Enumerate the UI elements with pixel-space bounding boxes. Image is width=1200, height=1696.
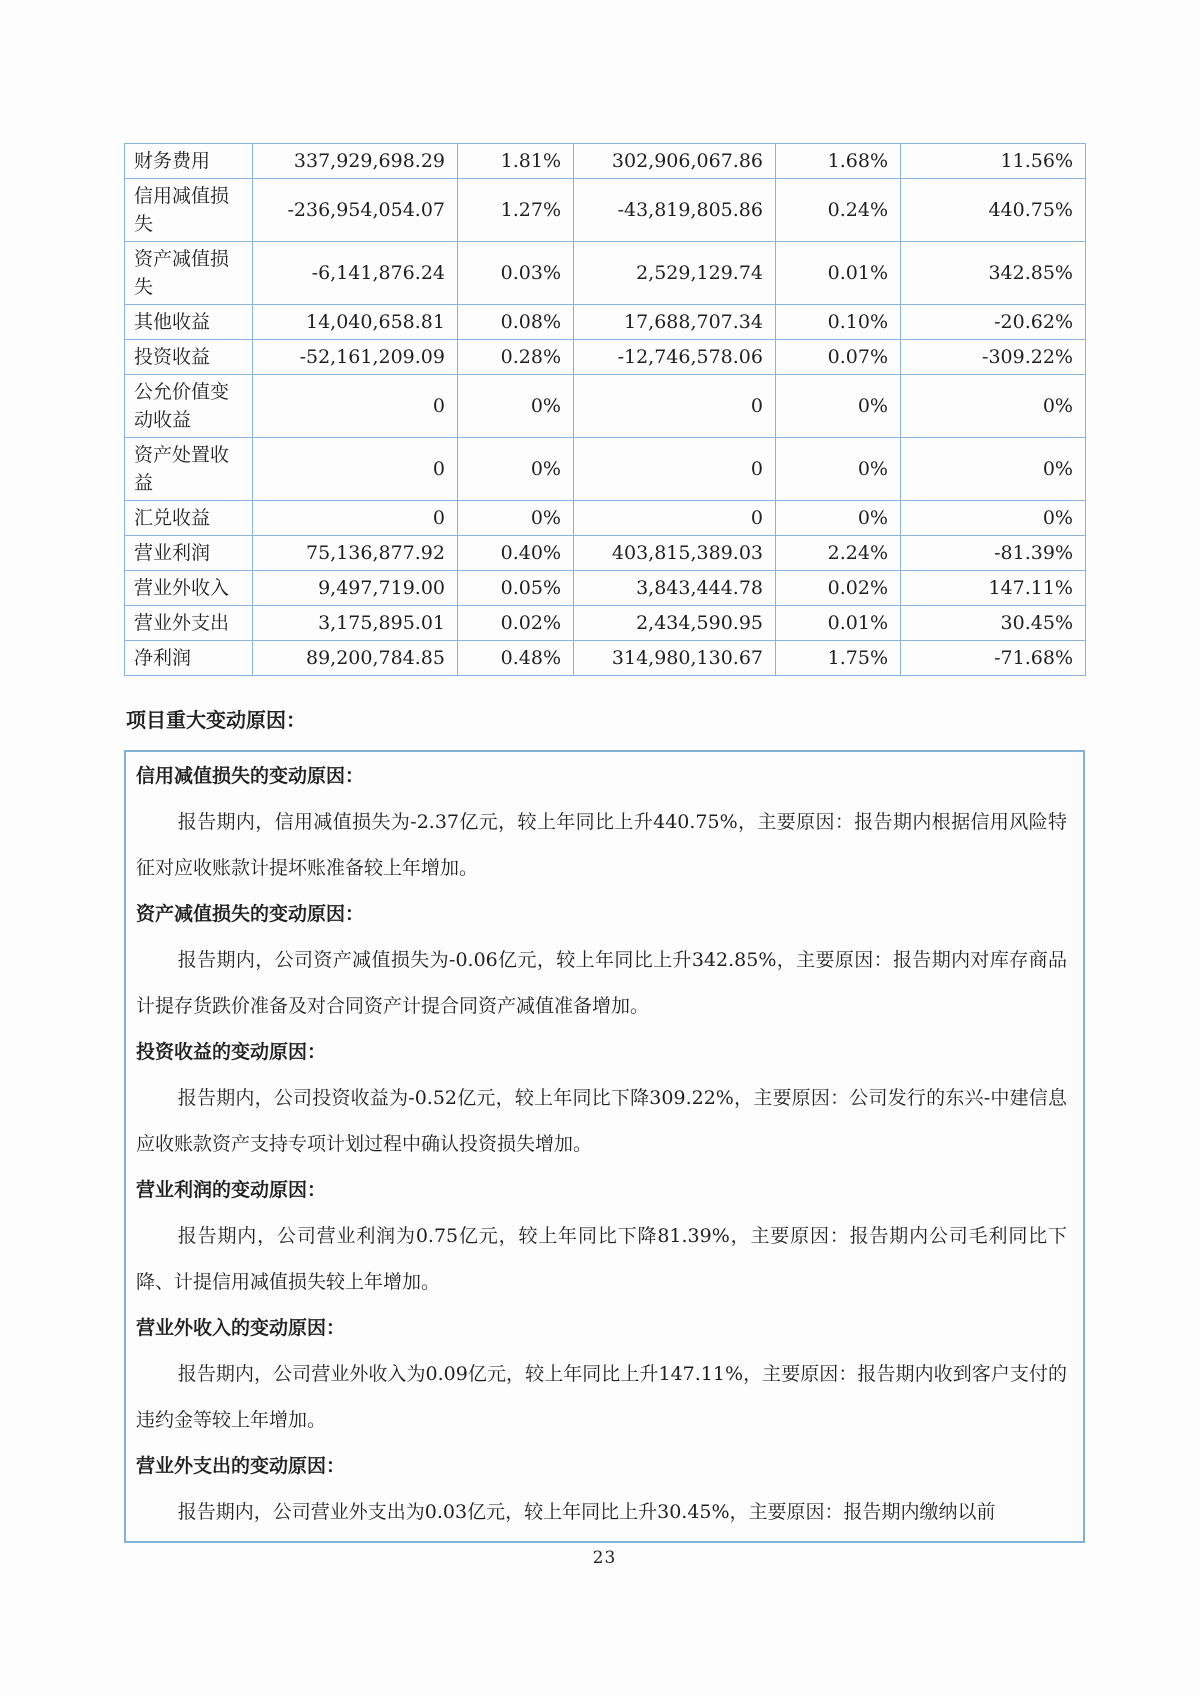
amount-cell: 2,529,129.74 xyxy=(574,242,776,305)
section-title: 项目重大变动原因： xyxy=(126,708,306,732)
change-percent-cell: 342.85% xyxy=(901,242,1086,305)
percent-cell: 0.02% xyxy=(458,606,574,641)
reason-section xyxy=(136,1029,1067,1167)
reason-heading: 投资收益的变动原因： xyxy=(136,1041,327,1063)
amount-cell: 2,434,590.95 xyxy=(574,606,776,641)
percent-cell: 0% xyxy=(458,375,574,438)
reason-section xyxy=(136,1443,1067,1535)
row-label-cell: 汇兑收益 xyxy=(125,501,253,536)
amount-cell: 17,688,707.34 xyxy=(574,305,776,340)
amount-cell: 0 xyxy=(574,501,776,536)
amount-cell: 0 xyxy=(253,438,458,501)
percent-cell: 0.05% xyxy=(458,571,574,606)
amount-cell: 0 xyxy=(574,438,776,501)
amount-cell: -43,819,805.86 xyxy=(574,179,776,242)
row-label-cell: 营业利润 xyxy=(125,536,253,571)
row-label-cell: 信用减值损失 xyxy=(125,179,253,242)
row-label-cell: 资产处置收益 xyxy=(125,438,253,501)
percent-cell: 0% xyxy=(458,438,574,501)
percent-cell: 1.27% xyxy=(458,179,574,242)
change-percent-cell: -81.39% xyxy=(901,536,1086,571)
page-number: 23 xyxy=(592,1548,617,1568)
table-row xyxy=(125,641,1086,676)
reason-section xyxy=(136,1167,1067,1305)
change-percent-cell: 0% xyxy=(901,438,1086,501)
table-row xyxy=(125,536,1086,571)
percent-cell: 0.10% xyxy=(776,305,901,340)
row-label-cell: 公允价值变动收益 xyxy=(125,375,253,438)
reason-paragraph: 报告期内，公司营业外支出为0.03亿元，较上年同比上升30.45%，主要原因：报告期内缴纳以前 xyxy=(177,1501,996,1523)
reasons-box xyxy=(124,750,1085,1543)
table-row xyxy=(125,438,1086,501)
page-content xyxy=(124,143,1085,1543)
amount-cell: -236,954,054.07 xyxy=(253,179,458,242)
table-row xyxy=(125,242,1086,305)
row-label-cell: 营业外支出 xyxy=(125,606,253,641)
amount-cell: 89,200,784.85 xyxy=(253,641,458,676)
change-percent-cell: 11.56% xyxy=(901,144,1086,179)
amount-cell: 0 xyxy=(574,375,776,438)
percent-cell: 0.02% xyxy=(776,571,901,606)
row-label-cell: 财务费用 xyxy=(125,144,253,179)
reason-section xyxy=(136,753,1067,891)
amount-cell: -6,141,876.24 xyxy=(253,242,458,305)
table-row xyxy=(125,340,1086,375)
row-label-cell: 营业外收入 xyxy=(125,571,253,606)
table-row xyxy=(125,571,1086,606)
row-label-cell: 其他收益 xyxy=(125,305,253,340)
table-row xyxy=(125,501,1086,536)
change-percent-cell: -71.68% xyxy=(901,641,1086,676)
row-label-cell: 净利润 xyxy=(125,641,253,676)
percent-cell: 0.08% xyxy=(458,305,574,340)
percent-cell: 0% xyxy=(458,501,574,536)
row-label-cell: 资产减值损失 xyxy=(125,242,253,305)
reason-paragraph: 报告期内，公司资产减值损失为-0.06亿元，较上年同比上升342.85%，主要原因：报告期内对库存商品计提存货跌价准备及对合同资产计提合同资产减值准备增加。 xyxy=(136,949,1067,1017)
percent-cell: 0.01% xyxy=(776,606,901,641)
amount-cell: 3,843,444.78 xyxy=(574,571,776,606)
percent-cell: 0% xyxy=(776,438,901,501)
amount-cell: 302,906,067.86 xyxy=(574,144,776,179)
reason-heading: 营业外收入的变动原因： xyxy=(136,1317,346,1339)
reason-heading: 营业利润的变动原因： xyxy=(136,1179,327,1201)
percent-cell: 0.28% xyxy=(458,340,574,375)
table-row xyxy=(125,375,1086,438)
change-percent-cell: 0% xyxy=(901,375,1086,438)
change-percent-cell: 30.45% xyxy=(901,606,1086,641)
percent-cell: 2.24% xyxy=(776,536,901,571)
reason-heading: 资产减值损失的变动原因： xyxy=(136,903,365,925)
amount-cell: 314,980,130.67 xyxy=(574,641,776,676)
reason-paragraph: 报告期内，公司营业利润为0.75亿元，较上年同比下降81.39%，主要原因：报告期内公司毛利同比下降、计提信用减值损失较上年增加。 xyxy=(136,1225,1067,1293)
amount-cell: 403,815,389.03 xyxy=(574,536,776,571)
amount-cell: 9,497,719.00 xyxy=(253,571,458,606)
table-row xyxy=(125,606,1086,641)
percent-cell: 1.81% xyxy=(458,144,574,179)
table-row xyxy=(125,305,1086,340)
amount-cell: 3,175,895.01 xyxy=(253,606,458,641)
amount-cell: -12,746,578.06 xyxy=(574,340,776,375)
table-row xyxy=(125,144,1086,179)
reason-section xyxy=(136,891,1067,1029)
percent-cell: 0.03% xyxy=(458,242,574,305)
percent-cell: 1.68% xyxy=(776,144,901,179)
row-label-cell: 投资收益 xyxy=(125,340,253,375)
amount-cell: 75,136,877.92 xyxy=(253,536,458,571)
percent-cell: 0.01% xyxy=(776,242,901,305)
amount-cell: 0 xyxy=(253,501,458,536)
reason-paragraph: 报告期内，信用减值损失为-2.37亿元，较上年同比上升440.75%，主要原因：报告期内根据信用风险特征对应收账款计提坏账准备较上年增加。 xyxy=(136,811,1067,879)
change-percent-cell: 0% xyxy=(901,501,1086,536)
financial-items-table xyxy=(124,143,1086,676)
reason-heading: 营业外支出的变动原因： xyxy=(136,1455,346,1477)
percent-cell: 0.40% xyxy=(458,536,574,571)
amount-cell: 0 xyxy=(253,375,458,438)
reason-paragraph: 报告期内，公司营业外收入为0.09亿元，较上年同比上升147.11%，主要原因：报告期内收到客户支付的违约金等较上年增加。 xyxy=(136,1363,1067,1431)
percent-cell: 0% xyxy=(776,375,901,438)
reason-heading: 信用减值损失的变动原因： xyxy=(136,765,365,787)
percent-cell: 1.75% xyxy=(776,641,901,676)
amount-cell: 14,040,658.81 xyxy=(253,305,458,340)
percent-cell: 0.07% xyxy=(776,340,901,375)
amount-cell: -52,161,209.09 xyxy=(253,340,458,375)
change-percent-cell: 147.11% xyxy=(901,571,1086,606)
reason-section xyxy=(136,1305,1067,1443)
table-row xyxy=(125,179,1086,242)
change-percent-cell: -309.22% xyxy=(901,340,1086,375)
percent-cell: 0.24% xyxy=(776,179,901,242)
amount-cell: 337,929,698.29 xyxy=(253,144,458,179)
change-percent-cell: 440.75% xyxy=(901,179,1086,242)
percent-cell: 0.48% xyxy=(458,641,574,676)
change-percent-cell: -20.62% xyxy=(901,305,1086,340)
reason-paragraph: 报告期内，公司投资收益为-0.52亿元，较上年同比下降309.22%，主要原因：公司发行的东兴-中建信息应收账款资产支持专项计划过程中确认投资损失增加。 xyxy=(136,1087,1067,1155)
percent-cell: 0% xyxy=(776,501,901,536)
